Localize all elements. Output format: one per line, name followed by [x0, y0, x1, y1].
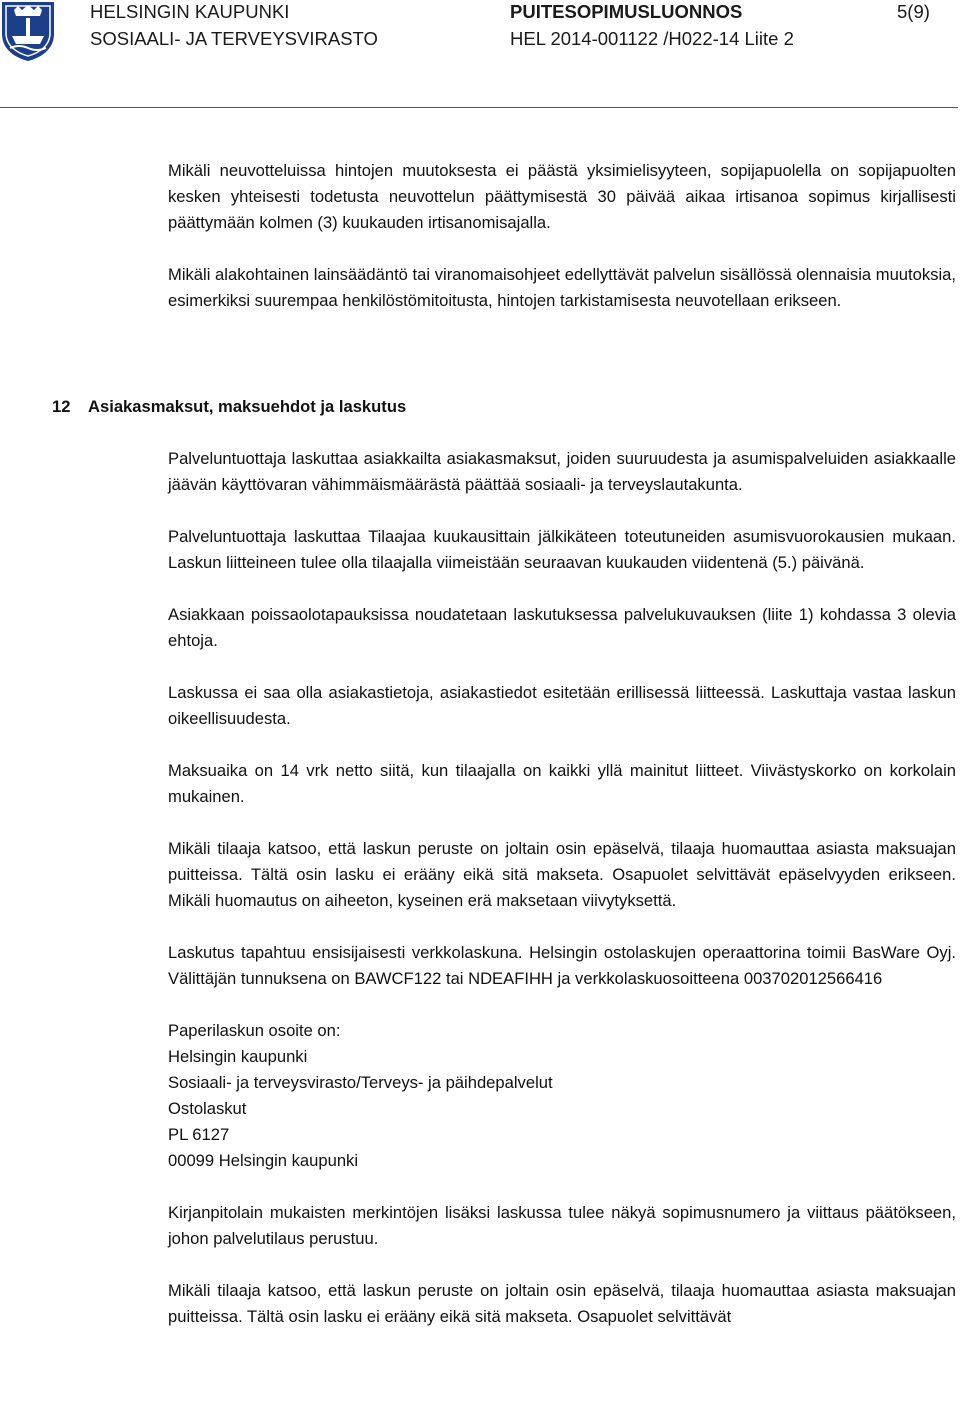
section-number: 12 — [52, 397, 71, 416]
intro-section — [168, 158, 956, 314]
paragraph: Mikäli neuvotteluissa hintojen muutoksesta ei päästä yksimielisyyteen, sopijapuolella on sopijapuolten kesken yhteisesti todetusta neuvottelun päättymisestä 30 päivää aikaa irtisanoa sopimus kirjallisesti päättymään kolmen (3) kuukauden irtisanomisajalla. — [168, 161, 956, 232]
address-line: Helsingin kaupunki — [168, 1047, 308, 1066]
document-title: PUITESOPIMUSLUONNOS — [510, 1, 743, 22]
address-line: PL 6127 — [168, 1125, 230, 1144]
section-title: Asiakasmaksut, maksuehdot ja laskutus — [88, 397, 407, 416]
paragraph: Maksuaika on 14 vrk netto siitä, kun tilaajalla on kaikki yllä mainitut liitteet. Viivästyskorko on korkolain mukainen. — [168, 761, 956, 806]
page-header — [0, 0, 960, 110]
address-line: Sosiaali- ja terveysvirasto/Terveys- ja päihdepalvelut — [168, 1073, 553, 1092]
section-body — [168, 446, 956, 1330]
helsinki-crest-icon — [0, 0, 56, 62]
billing-address — [168, 1018, 956, 1174]
paragraph: Laskutus tapahtuu ensisijaisesti verkkolaskuna. Helsingin ostolaskujen operaattorina toimii BasWare Oyj. Välittäjän tunnuksena on BAWCF122 tai NDEAFIHH ja verkkolaskuosoitteena 003702012566416 — [168, 943, 956, 988]
paragraph: Asiakkaan poissaolotapauksissa noudatetaan laskutuksessa palvelukuvauksen (liite 1) kohdassa 3 olevia ehtoja. — [168, 605, 956, 650]
section-heading — [52, 394, 406, 420]
document-reference: HEL 2014-001122 /H022-14 Liite 2 — [510, 28, 794, 49]
paragraph: Mikäli tilaaja katsoo, että laskun peruste on joltain osin epäselvä, tilaaja huomauttaa asiasta maksuajan puitteissa. Tältä osin lasku ei erääny eikä sitä makseta. Osapuolet selvittävät — [168, 1281, 956, 1326]
address-line: 00099 Helsingin kaupunki — [168, 1151, 359, 1170]
paragraph: Mikäli tilaaja katsoo, että laskun peruste on joltain osin epäselvä, tilaaja huomauttaa asiasta maksuajan puitteissa. Tältä osin lasku ei erääny eikä sitä makseta. Osapuolet selvittävät epäselvyyden erikseen. Mikäli huomautus on aiheeton, kyseinen erä maksetaan viivytyksettä. — [168, 839, 956, 910]
organization-name: HELSINGIN KAUPUNKI — [90, 1, 290, 22]
department-name: SOSIAALI- JA TERVEYSVIRASTO — [90, 28, 378, 49]
address-label: Paperilaskun osoite on: — [168, 1021, 341, 1040]
paragraph: Kirjanpitolain mukaisten merkintöjen lisäksi laskussa tulee näkyä sopimusnumero ja viittaus päätökseen, johon palvelutilaus perustuu. — [168, 1203, 956, 1248]
paragraph: Palveluntuottaja laskuttaa asiakkailta asiakasmaksut, joiden suuruudesta ja asumispalveluiden asiakkaalle jäävän käyttövaran vähimmäismäärästä päättää sosiaali- ja terveyslautakunta. — [168, 449, 956, 494]
paragraph: Palveluntuottaja laskuttaa Tilaajaa kuukausittain jälkikäteen toteutuneiden asumisvuorokausien mukaan. Laskun liitteineen tulee olla tilaajalla viimeistään seuraavan kuukauden viidentenä (5.) päivänä. — [168, 527, 956, 572]
address-line: Ostolaskut — [168, 1099, 247, 1118]
paragraph: Laskussa ei saa olla asiakastietoja, asiakastiedot esitetään erillisessä liitteessä. Laskuttaja vastaa laskun oikeellisuudesta. — [168, 683, 956, 728]
header-divider — [0, 107, 958, 108]
paragraph: Mikäli alakohtainen lainsäädäntö tai viranomaisohjeet edellyttävät palvelun sisällössä olennaisia muutoksia, esimerkiksi suurempaa henkilöstömitoitusta, hintojen tarkistamisesta neuvotellaan erikseen. — [168, 265, 956, 310]
page-number: 5(9) — [897, 1, 930, 22]
